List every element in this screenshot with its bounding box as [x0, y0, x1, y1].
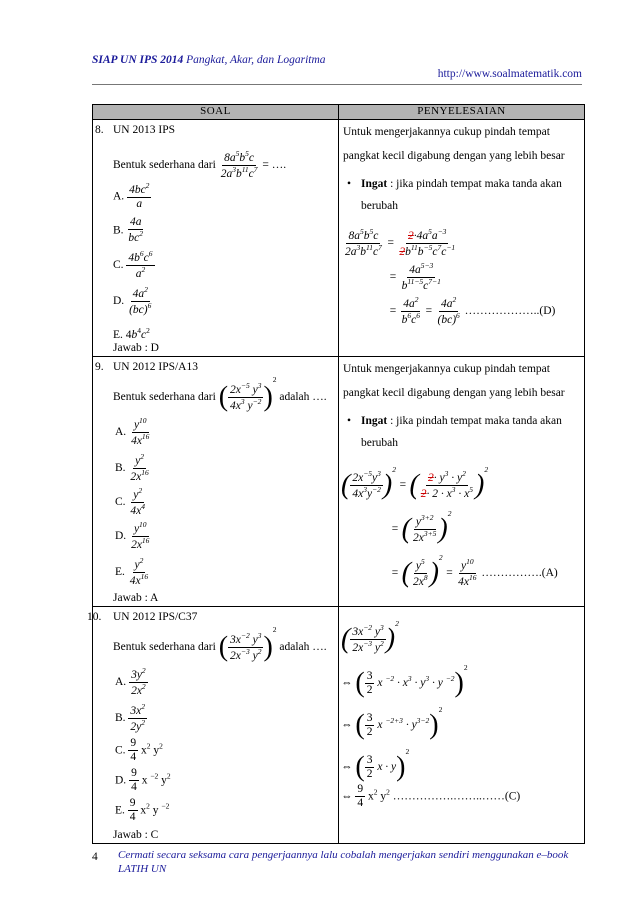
- header-url[interactable]: http://www.soalmatematik.com: [437, 68, 582, 80]
- header-divider: [92, 84, 582, 85]
- problem-9-question: 9. UN 2012 IPS/A13 Bentuk sederhana dari ( $\frac{2x^{-5} y^3}{4x^3 y^{-2}}$ )$^2$ adalah …. A. $\frac{y^{10}}{4x^{16}}$ B. $\frac{y^2}{2x^{16}}$ C. $\frac{y^2}{4x^4}$ D. $\frac{y^{10}}{2x^{16}}$ E. $\frac{y^2}{4x^{16}}$ Jawab : A: [93, 357, 339, 607]
- column-header-soal: SOAL: [93, 105, 339, 120]
- footer-note: Cermati secara seksama cara pengerjaannya lalu cobalah mengerjakan sendiri menggunakan e–book LATIH UN: [118, 849, 569, 876]
- column-header-penyelesaian: PENYELESAIAN: [339, 105, 585, 120]
- header-title: SIAP UN IPS 2014 Pangkat, Akar, dan Logaritma: [92, 54, 326, 66]
- problem-table: [87, 104, 585, 844]
- problem-9-solution: Untuk mengerjakannya cukup pindah tempat pangkat kecil digabung dengan yang lebih besar Ingat : jika pindah tempat maka tanda akan berubah ( $\frac{2x^{-5}y^3}{4x^3y^{-2}}$ )$^2$ = ( $\frac{2\cdot y^3 \cdot y^2}{2\cdot 2 \cdot x^3 \cdot x^5}$ )$^2$ = ( $\frac{y^{3+2}}{2x^{3+5}}$ )$^2$ = ( $\frac{y^5}{2x^8}$ )$^2$ = $\frac{y^{10}}{4x^{16}}$ …………….(A): [339, 357, 585, 607]
- problem-10-solution: ( $\frac{3x^{-2} y^3}{2x^{-3} y^2}$ )$^2$ ⇔ ( $\frac{3}{2}$ x $^{-2} \cdot x^3 \cdot y^3 \cdot y$ $^{-2}$)$^2$ ⇔ ( $\frac{3}{2}$ x $^{-2+3} \cdot y^{3-2})^2$ ⇔ ( $\frac{3}{2}$ x · y)$^2$ ⇔ $\frac{9}{4}$ $x^2$ $y^2$ …………….……..……(C): [339, 607, 585, 844]
- problem-8-solution: Untuk mengerjakannya cukup pindah tempat pangkat kecil digabung dengan yang lebih besar Ingat : jika pindah tempat maka tanda akan berubah $\frac{8a^5b^5c}{2a^3b^{11}c^7}$ = $\frac{2\cdot 4a^5a^{-3}}{2b^{11}b^{-5}c^7c^{-1}}$ = $\frac{4a^{5-3}}{b^{11-5}c^{7-1}}$ = $\frac{4a^2}{b^6c^6}$ = $\frac{4a^2}{(bc)^6}$ ………………..(D): [339, 120, 585, 357]
- problem-10-question: 10. UN 2012 IPS/C37 Bentuk sederhana dari ( $\frac{3x^{-2} y^3}{2x^{-3} y^2}$ )$^2$ adalah …. A. $\frac{3y^2}{2x^2}$ B. $\frac{3x^2}{2y^2}$ C. $\frac{9}{4}$ $x^2$ $y^2$ D. $\frac{9}{4}$ x $^{-2}$ $y^2$ E. $\frac{9}{4}$ $x^2$ y $^{-2}$ Jawab : C: [93, 607, 339, 844]
- page-number: 4: [92, 851, 98, 863]
- problem-8-question: 8. UN 2013 IPS Bentuk sederhana dari $\frac{8a^5b^5c}{2a^3b^{11}c^7}$ = …. A. $\frac{4bc^2}{a}$ B. $\frac{4a}{bc^2}$ C. $\frac{4b^6c^6}{a^2}$ D. $\frac{4a^2}{(bc)^6}$ E. $4b^4c^2$ Jawab : D: [93, 120, 339, 357]
